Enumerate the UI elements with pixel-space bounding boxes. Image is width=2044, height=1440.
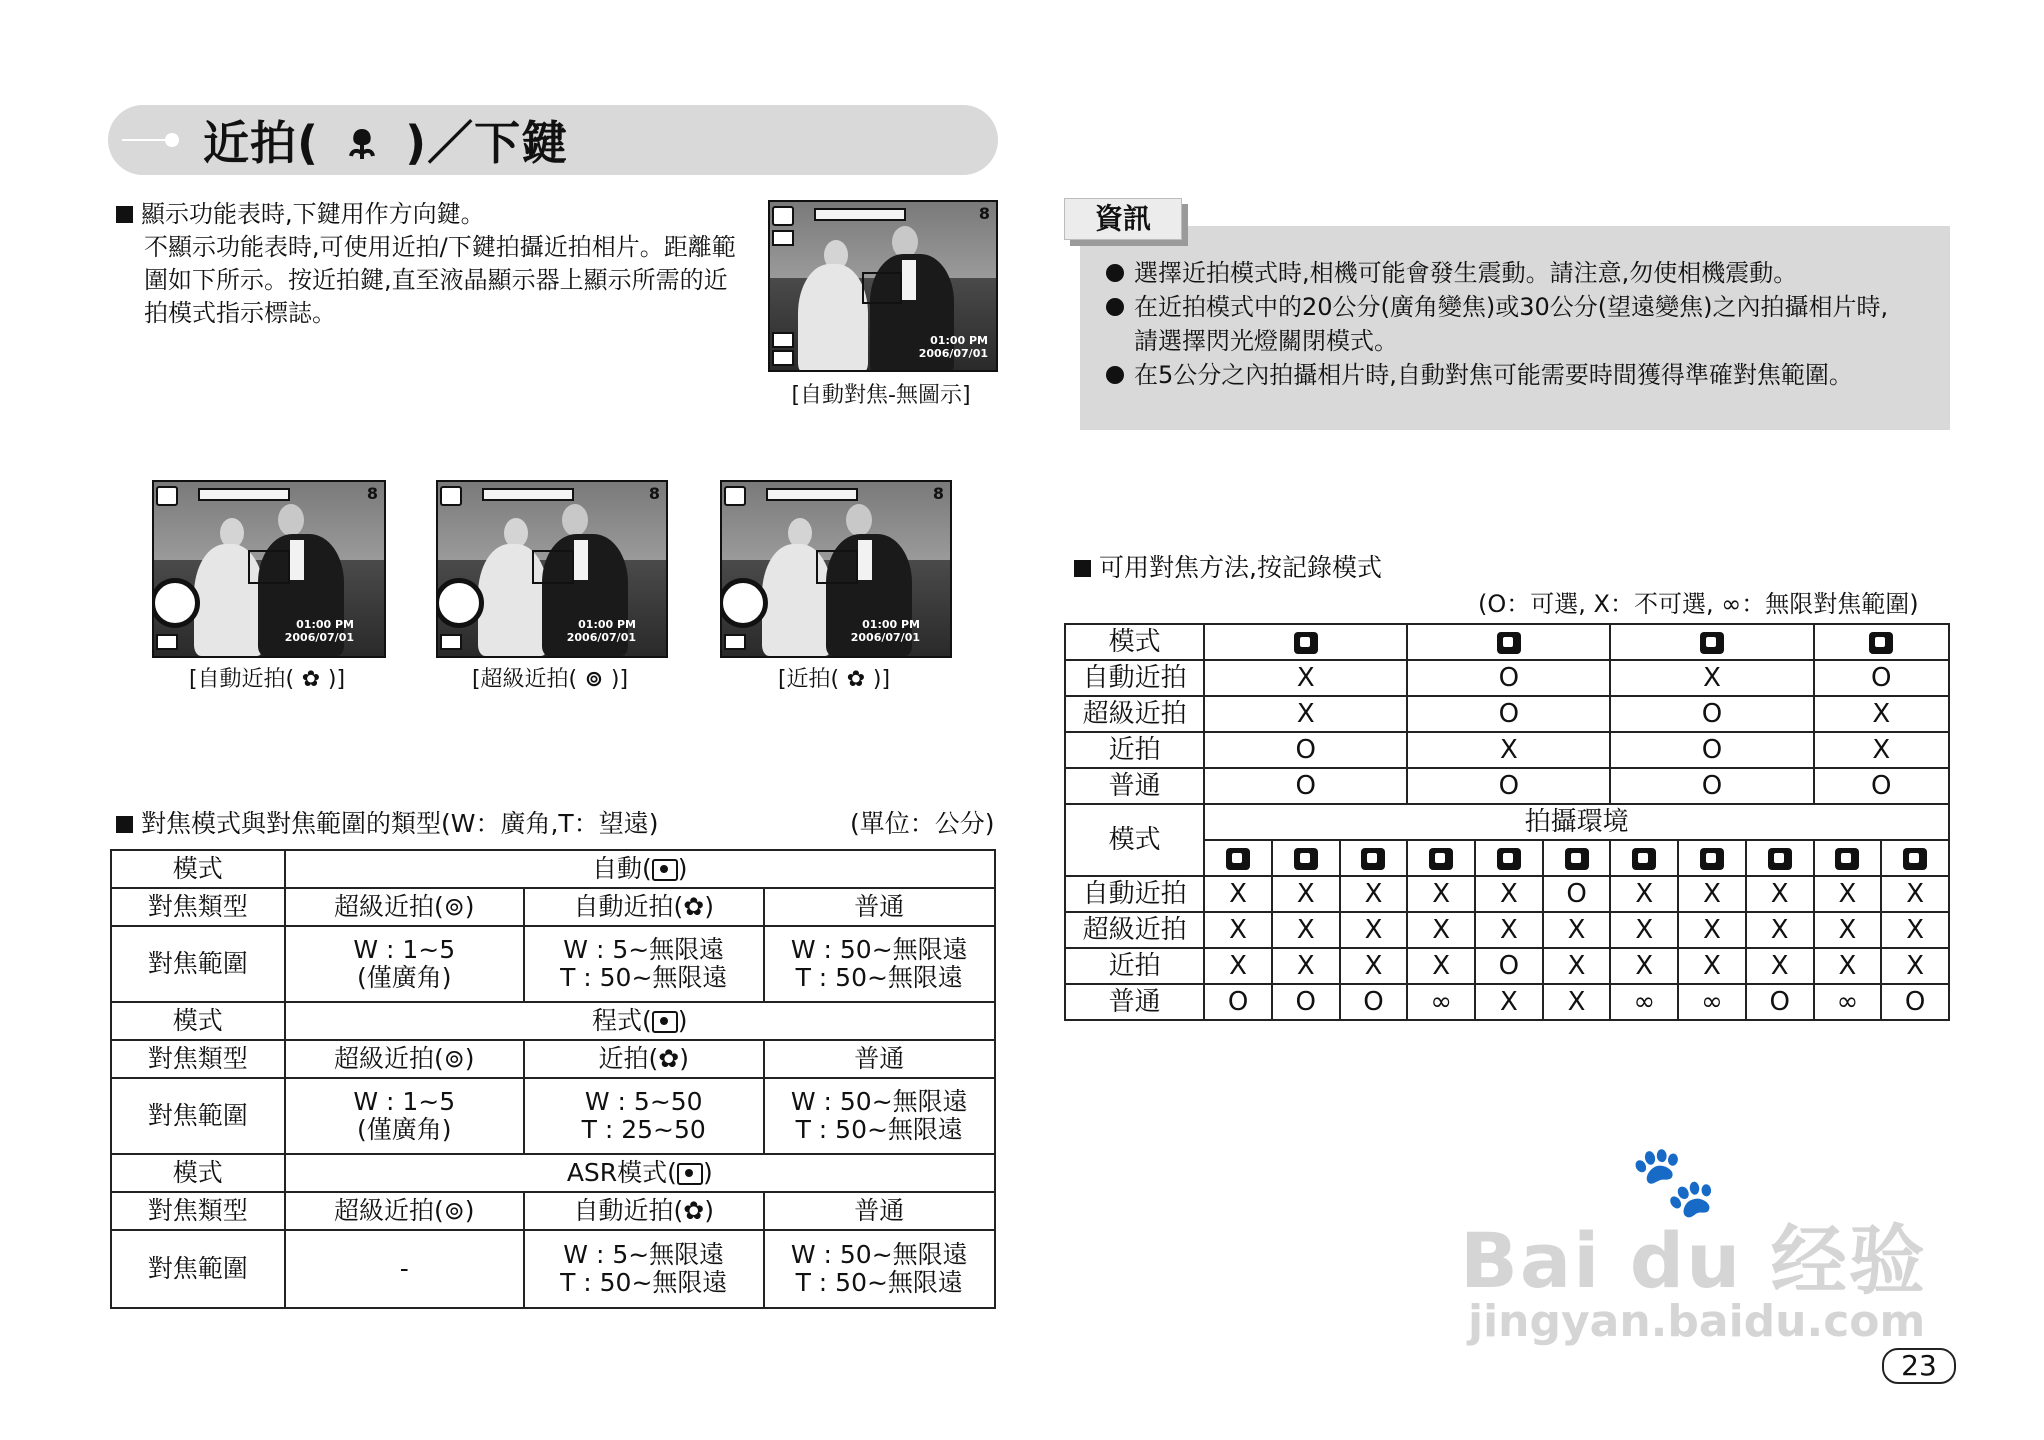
caption-auto-macro: [自動近拍( ✿ )] xyxy=(188,667,346,692)
auto-camera-icon xyxy=(652,859,678,881)
night-scene-icon xyxy=(1226,848,1250,870)
sunset-scene-icon xyxy=(1632,848,1656,870)
info-list: 選擇近拍模式時,相機可能會發生震動。請注意,勿使相機震動。 在近拍模式中的20公分(廣角變焦)或30公分(望遠變焦)之內拍攝相片時, 請選擇閃光燈關閉模式。 在5公分之內拍攝相片時,自動對焦可能需要時間獲得準確對焦範圍。 xyxy=(1106,256,1936,392)
avail-table-heading: 可用對焦方法,按記錄模式 xyxy=(1074,548,1382,584)
caption-super-macro: [超級近拍( ⊚ )] xyxy=(471,667,629,692)
macro-icon: ✿ xyxy=(839,667,873,692)
shot-count: 8 xyxy=(978,204,990,223)
lcd-preview-macro: 8 01:00 PM 2006/07/01 xyxy=(720,480,952,658)
unit-label: (單位：公分) xyxy=(850,809,995,838)
paw-watermark-icon: 🐾 xyxy=(1630,1140,1718,1222)
movie-mode-icon xyxy=(1294,632,1318,654)
baidu-watermark-brand: Bai du 经验 xyxy=(1460,1216,1927,1305)
auto-macro-icon: ✿ xyxy=(683,892,705,921)
square-bullet-icon xyxy=(116,816,133,833)
info-tab: 資訊 xyxy=(1064,198,1182,240)
program-mode-icon xyxy=(1700,632,1724,654)
title-decor-dot xyxy=(165,133,179,147)
macro-icon: ✿ xyxy=(658,1044,680,1073)
dawn-scene-icon xyxy=(1700,848,1724,870)
asr-mode-icon xyxy=(677,1163,703,1185)
auto-mode-icon xyxy=(1497,632,1521,654)
macro-indicator-icon xyxy=(720,578,768,628)
super-macro-icon: ⊚ xyxy=(443,1196,465,1225)
macro-tulip-icon xyxy=(336,123,388,163)
children-scene-icon xyxy=(1361,848,1385,870)
bullet-dot-icon xyxy=(1106,366,1124,384)
avail-legend: (O：可選, X：不可選, ∞：無限對焦範圍) xyxy=(1478,590,1919,618)
landscape-scene-icon xyxy=(1429,848,1453,870)
caption-macro: [近拍( ✿ )] xyxy=(777,667,891,692)
close-up-scene-icon xyxy=(1497,848,1521,870)
lcd-preview-super-macro: 8 01:00 PM 2006/07/01 xyxy=(436,480,668,658)
title-decor-line xyxy=(122,139,170,141)
focus-range-table: 模式 自動( ) 對焦類型 超級近拍(⊚) 自動近拍(✿) 普通 對焦範圍 W : 1~5 (僅廣角) W : 5~無限遠 T : 50~無限遠 W : 50~無限遠 T : 50~無限遠 模式 程式( ) 對焦類型 超級近拍(⊚) 近拍(✿) 普通 對焦範圍 W : 1~5 (僅廣角) W : 5~50 T : 25~50 W : 50~無限遠 T : 50~無限遠 模式 ASR模式( ) 對焦類型 超級近拍(⊚) 自動近拍(✿) 普通 對焦範圍 - W : 5~無限遠 T : 50~無限遠 W : 50~無限遠 T : 50~無限遠 xyxy=(110,849,996,1309)
page-number: 23 xyxy=(1882,1348,1956,1384)
page-title: 近拍( )／下鍵 xyxy=(203,116,569,170)
portrait-scene-icon xyxy=(1294,848,1318,870)
beach-snow-scene-icon xyxy=(1903,848,1927,870)
super-macro-indicator-icon xyxy=(436,578,484,628)
text-scene-icon xyxy=(1565,848,1589,870)
auto-macro-indicator-icon xyxy=(152,578,200,628)
auto-macro-icon: ✿ xyxy=(683,1196,705,1225)
super-macro-icon: ⊚ xyxy=(577,667,611,692)
square-bullet-icon xyxy=(116,206,133,223)
super-macro-icon: ⊚ xyxy=(443,1044,465,1073)
auto-macro-icon: ✿ xyxy=(294,667,328,692)
lcd-preview-autofocus: 8 01:00 PM 2006/07/01 xyxy=(768,200,998,372)
caption-autofocus-no-icon: [自動對焦-無圖示] xyxy=(791,383,971,408)
lcd-preview-auto-macro: 8 01:00 PM 2006/07/01 xyxy=(152,480,386,658)
bullet-dot-icon xyxy=(1106,298,1124,316)
baidu-watermark-url: jingyan.baidu.com xyxy=(1468,1296,1926,1347)
fireworks-scene-icon xyxy=(1835,848,1859,870)
intro-text: 顯示功能表時,下鍵用作方向鍵。 不顯示功能表時,可使用近拍/下鍵拍攝近拍相片。距離範圍如下所示。按近拍鍵,直至液晶顯示器上顯示所需的近拍模式指示標誌。 xyxy=(116,198,746,330)
square-bullet-icon xyxy=(1074,560,1091,577)
focus-table-heading: 對焦模式與對焦範圍的類型(W：廣角,T：望遠) xyxy=(116,804,658,840)
super-macro-icon: ⊚ xyxy=(443,892,465,921)
bullet-dot-icon xyxy=(1106,264,1124,282)
focus-availability-table: 模式 自動近拍 X O X O 超級近拍 X O O X 近拍 O X O X 普通 O O O O 模式 拍攝環境 自動近拍 X X X X X O X X X X X 超級近拍 X X X X X X X X X X X 近拍 X X X X O X X X X X X 普通 O O O ∞ X X ∞ ∞ O ∞ O xyxy=(1064,623,1950,1021)
backlight-scene-icon xyxy=(1768,848,1792,870)
program-camera-icon xyxy=(652,1011,678,1033)
asr-mode-icon xyxy=(1869,632,1893,654)
